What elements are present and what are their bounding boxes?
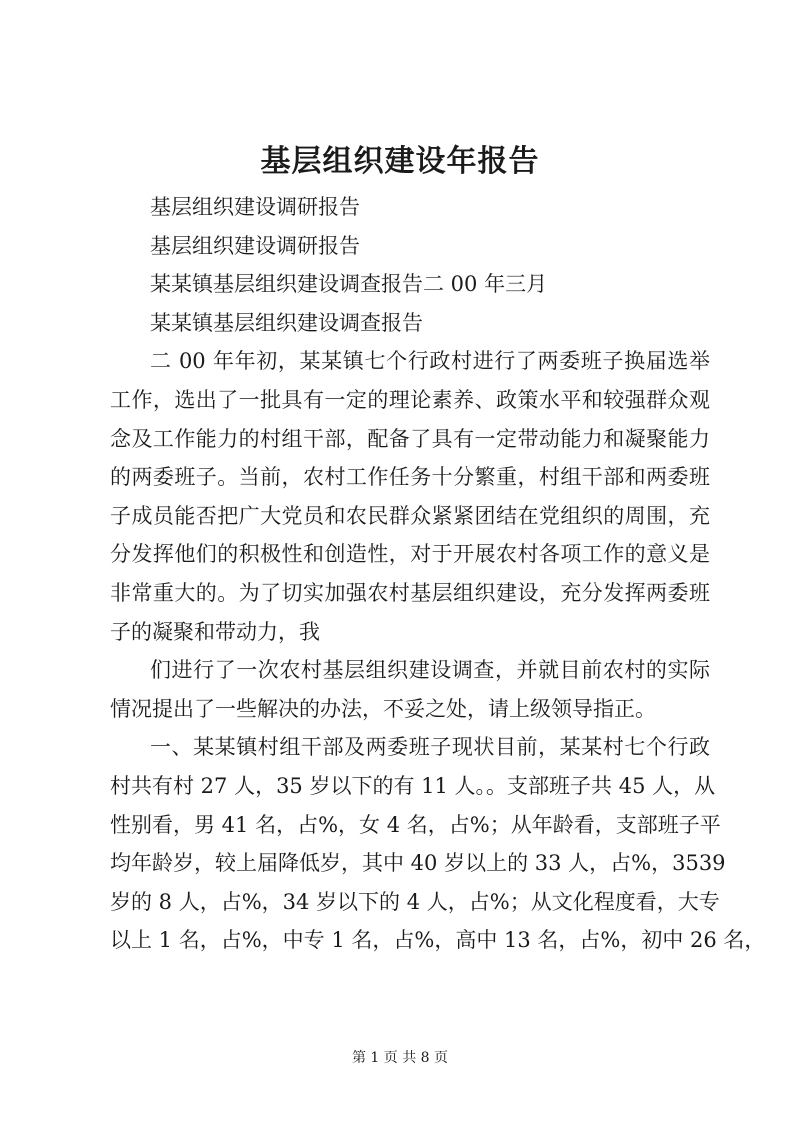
body-line: 工作，选出了一批具有一定的理论素养、政策水平和较强群众观 <box>110 387 710 412</box>
body-line: 念及工作能力的村组干部，配备了具有一定带动能力和凝聚能力 <box>110 426 710 451</box>
body-line: 某某镇基层组织建设调查报告二 00 年三月 <box>150 272 548 297</box>
body-line: 岁的 8 人，占%，34 岁以下的 4 人，占%；从文化程度看，大专 <box>110 889 720 914</box>
body-line: 均年龄岁，较上届降低岁，其中 40 岁以上的 33 人，占%，3539 <box>110 851 726 876</box>
body-line: 村共有村 27 人，35 岁以下的有 11 人。。支部班子共 45 人，从 <box>110 773 716 798</box>
body-line: 某某镇基层组织建设调查报告 <box>150 310 423 335</box>
body-line: 子的凝聚和带动力，我 <box>110 619 320 644</box>
body-line: 一、某某镇村组干部及两委班子现状目前，某某村七个行政 <box>150 735 710 760</box>
page-footer: 第 1 页 共 8 页 <box>351 1050 449 1066</box>
body-line: 以上 1 名，占%，中专 1 名，占%，高中 13 名，占%，初中 26 名， <box>110 928 766 953</box>
body-line: 分发挥他们的积极性和创造性，对于开展农村各项工作的意义是 <box>110 542 710 567</box>
document-body <box>110 188 766 960</box>
body-line: 子成员能否把广大党员和农民群众紧紧团结在党组织的周围，充 <box>110 503 710 528</box>
body-line: 二 00 年年初，某某镇七个行政村进行了两委班子换届选举 <box>150 349 710 374</box>
body-line: 非常重大的。为了切实加强农村基层组织建设，充分发挥两委班 <box>110 580 710 605</box>
document-title: 基层组织建设年报告 <box>260 144 540 179</box>
body-line: 们进行了一次农村基层组织建设调查，并就目前农村的实际 <box>150 658 710 683</box>
body-line: 性别看，男 41 名，占%，女 4 名，占%；从年龄看，支部班子平 <box>110 812 721 837</box>
body-line: 情况提出了一些解决的办法，不妥之处，请上级领导指正。 <box>110 696 656 721</box>
body-line: 的两委班子。当前，农村工作任务十分繁重，村组干部和两委班 <box>110 465 710 490</box>
body-line: 基层组织建设调研报告 <box>150 195 360 219</box>
body-line: 基层组织建设调研报告 <box>150 233 360 258</box>
